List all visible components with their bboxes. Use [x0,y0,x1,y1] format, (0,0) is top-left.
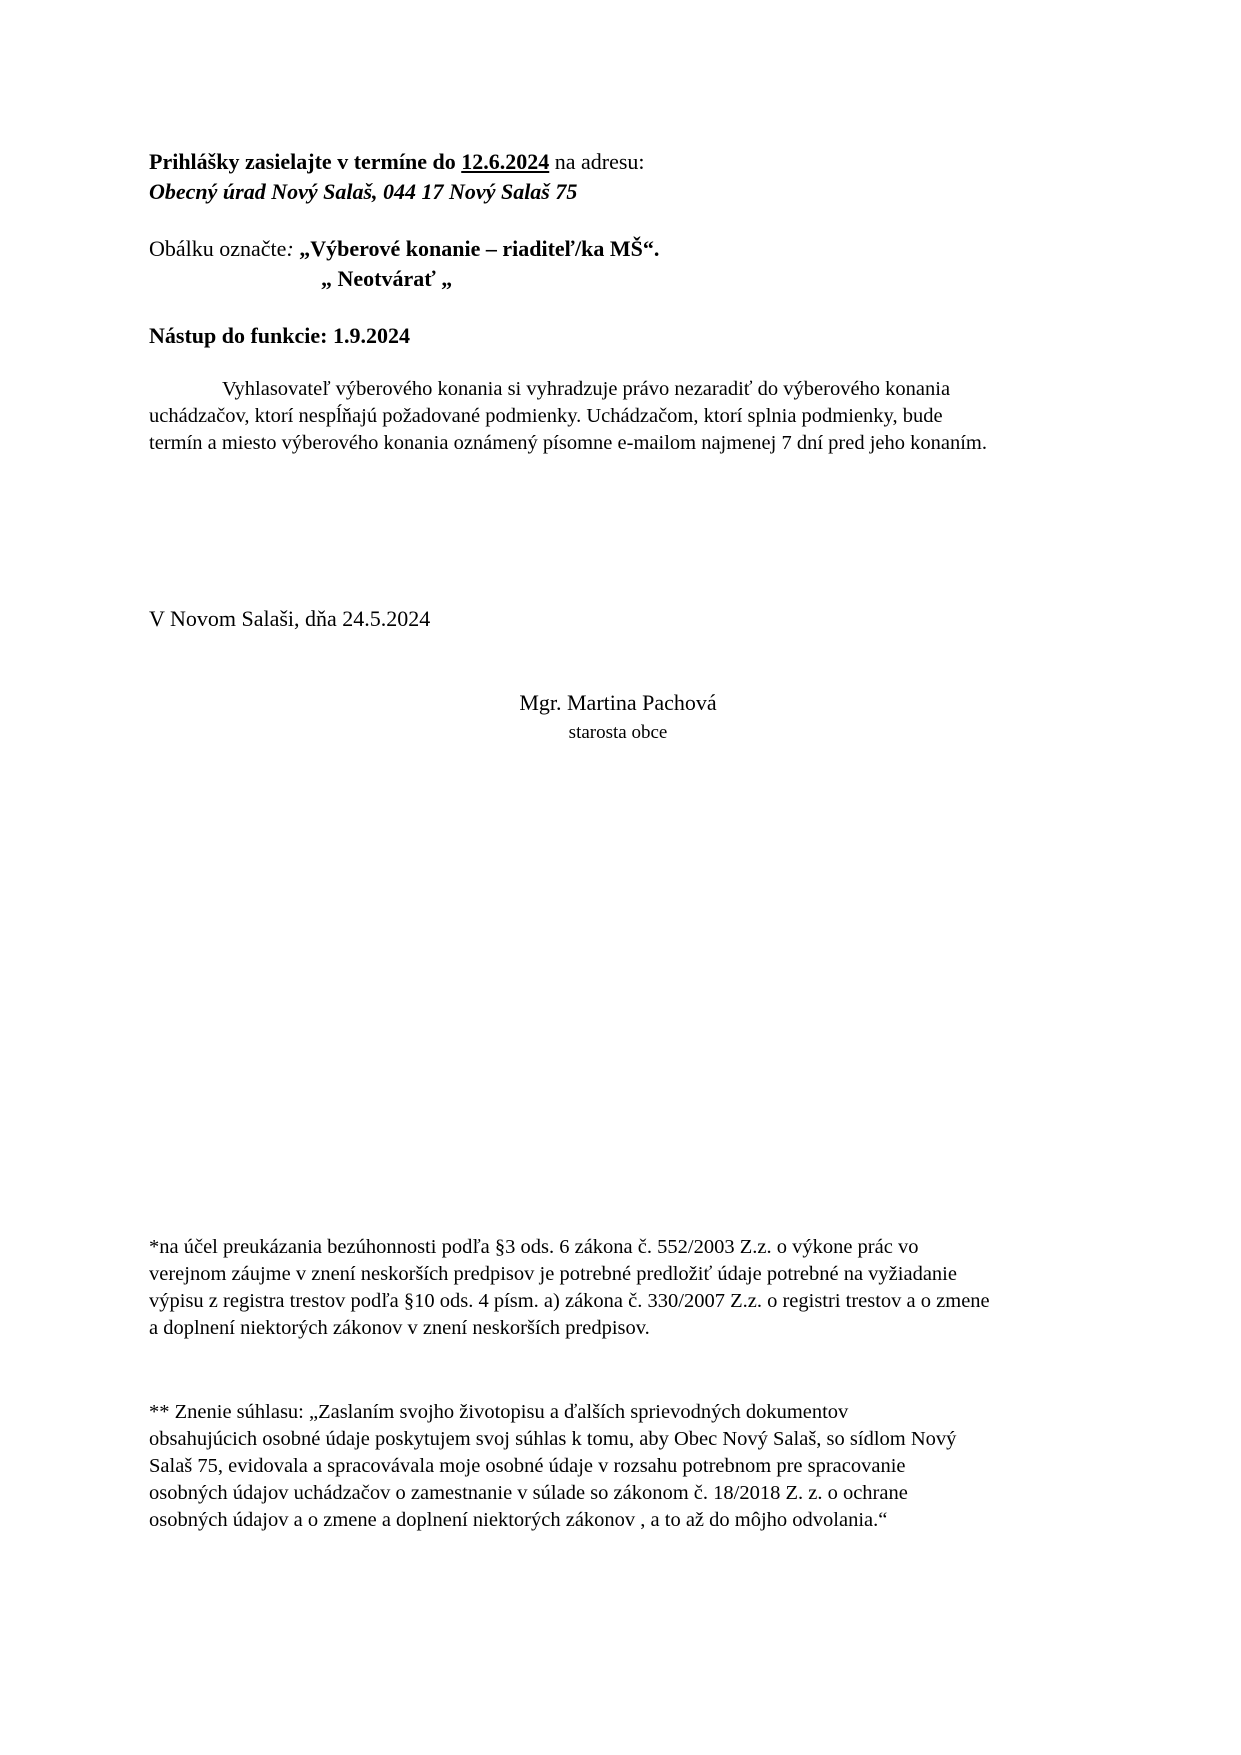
envelope-colon: : [286,236,294,261]
notice-paragraph [149,376,1109,457]
submission-line [149,147,1109,177]
submission-section [149,147,1109,207]
footnote-consent [149,1399,1109,1534]
envelope-mark-2: „ Neotvárať „ [321,266,453,291]
footnote-line: osobných údajov uchádzačov o zamestnanie v súlade so zákonom č. 18/2018 Z. z. o ochrane [149,1482,908,1504]
notice-line: Vyhlasovateľ výberového konania si vyhradzuje právo nezaradiť do výberového konania [222,378,951,400]
footnote-line: Salaš 75, evidovala a spracovávala moje osobné údaje v rozsahu potrebnom pre spracovanie [149,1455,906,1477]
footnote-line: obsahujúcich osobné údaje poskytujem svoj súhlas k tomu, aby Obec Nový Salaš, so sídlom Nový [149,1428,957,1450]
submission-lead: Prihlášky zasielajte v termíne do [149,149,462,174]
envelope-section [149,234,1109,294]
notice-line: uchádzačov, ktorí nespĺňajú požadované podmienky. Uchádzačom, ktorí splnia podmienky, bude [149,405,943,427]
envelope-mark-1: „Výberové konanie – riaditeľ/ka MŠ“. [293,236,660,261]
deadline-date: 12.6.2024 [461,149,550,174]
footnote-criminal-record [149,1234,1109,1342]
footnote-line: verejnom záujme v znení neskorších predpisov je potrebné predložiť údaje potrebné na vyžiadanie [149,1263,957,1285]
envelope-label: Obálku označte [149,236,287,261]
footnote-line: ** Znenie súhlasu: „Zaslaním svojho životopisu a ďalších sprievodných dokumentov [149,1401,849,1423]
submission-tail: na adresu: [549,149,645,174]
footnote-line: a doplnení niektorých zákonov v znení neskorších predpisov. [149,1317,650,1339]
footnote-line: výpisu z registra trestov podľa §10 ods. 4 písm. a) zákona č. 330/2007 Z.z. o registri trestov a o zmene [149,1290,990,1312]
notice-line: termín a miesto výberového konania oznámený písomne e-mailom najmenej 7 dní pred jeho konaním. [149,432,987,454]
footnote-line: *na účel preukázania bezúhonnosti podľa §3 ods. 6 zákona č. 552/2003 Z.z. o výkone prác vo [149,1236,919,1258]
envelope-line [149,234,1109,264]
place-date: V Novom Salaši, dňa 24.5.2024 [149,606,431,631]
footnote-line: osobných údajov a o zmene a doplnení niektorých zákonov , a to až do môjho odvolania.“ [149,1509,888,1531]
signature-role: starosta obce [568,722,668,743]
submission-address: Obecný úrad Nový Salaš, 044 17 Nový Salaš 75 [149,179,578,204]
start-date: Nástup do funkcie: 1.9.2024 [149,323,410,348]
signature-name: Mgr. Martina Pachová [519,690,717,715]
